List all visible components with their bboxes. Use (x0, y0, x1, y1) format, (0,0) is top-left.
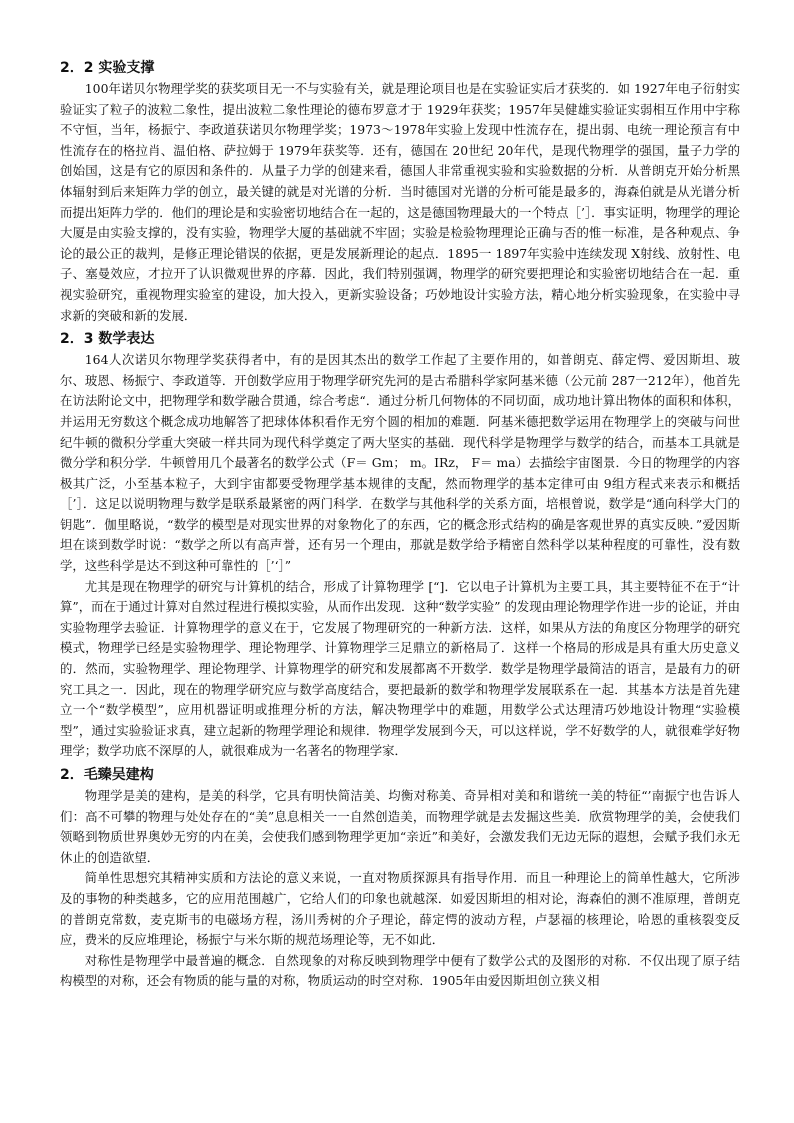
paragraph: 对称性是物理学中最普遍的概念．自然现象的对称反映到物理学中便有了数学公式的及图形的对称．不仅出现了原子结构模型的对称，还会有物质的能与量的对称，物质运动的时空对称．1905年由爱因斯坦创立狭义相 (60, 952, 740, 989)
paragraph: 简单性思想究其精神实质和方法论的意义来说，一直对物质探源具有指导作用．而且一种理论上的简单性越大，它所涉及的事物的种类越多，它的应用范围越广，它给人们的印象也就越深．如爱因斯坦的相对论，海森伯的测不准原理，普朗克的普朗克常数，麦克斯韦的电磁场方程，汤川秀树的介子理论，薛定愕的波动方程，卢瑟福的核理论，哈恩的重核裂变反应，费米的反应堆理论，杨振宁与米尔斯的规范场理论等，无不如此． (60, 870, 740, 948)
paragraph: 100年诺贝尔物理学奖的获奖项目无一不与实验有关，就是理论项目也是在实验证实后才获奖的．如 1927年电子衍射实验证实了粒子的波粒二象性，提出波粒二象性理论的德布罗意才于 1929年获奖；1957年吴健雄实验证实弱相互作用中宇称不守恒，当年，杨振宁、李政道获诺贝尔物理学奖；1973～1978年实验上发现中性流存在，提出弱、电统一理论预言有中性流存在的格拉肖、温伯格、萨拉姆于 1979年获奖等．还有，德国在 20世纪 20年代，是现代物理学的强国，量子力学的创始国，这是有它的原因和条件的．从量子力学的创建来看，德国人非常重视实验和实验数据的分析．从普朗克开始分析黑体辐射到后来矩阵力学的创立，最关键的就是对光谱的分析．当时德国对光谱的分析可能是最多的，海森伯就是从光谱分析而提出矩阵力学的．他们的理论是和实验密切地结合在一起的，这是德国物理最大的一个特点［’］．事实证明，物理学的理论大厦是由实验支撑的，没有实验，物理学大厦的基础就不牢固；实验是检验物理理论正确与否的惟一标准，是各种观点、争论的最公正的裁判，是修正理论错误的依据，更是发展新理论的起点．1895一 1897年实验中连续发现 X射线、放射性、电子、塞曼效应，才拉开了认识微观世界的序幕．因此，我们特别强调，物理学的研究要把理论和实验密切地结合在一起．重视实验研究，重视物理实验室的建设，加大投入，更新实验设备；巧妙地设计实验方法，精心地分析实验现象，在实验中寻求新的突破和新的发展． (60, 81, 740, 323)
paragraph: 物理学是美的建构，是美的科学，它具有明快简洁美、均衡对称美、奇异相对美和和谐统一美的特征“’南振宁也告诉人们：高不可攀的物理与处处存在的“美”息息相关一一自然创造美，而物理学就是去发掘这些美．欣赏物理学的美，会使我们领略到物质世界奥妙无穷的内在美，会使我们感到物理学更加“亲近”和美好，会激发我们无边无际的遐想，会赋予我们永无休止的创造欲望． (60, 788, 740, 865)
paragraph: 164人次诺贝尔物理学奖获得者中，有的是因其杰出的数学工作起了主要作用的，如普朗克、薛定愕、爱因斯坦、玻尔、玻恩、杨振宁、李政道等．开创数学应用于物理学研究先河的是古希腊科学家阿基米德（公元前 287一212年），他首先在访法附论文中，把物理学和数学融合贯通，综合考虑“．通过分析几何物体的不同切面，成功地计算出物体的面积和体积，并运用无穷数这个概念成功地解答了把球体体积看作无穷个圆的相加的难题．阿基米德把数学运用在物理学上的突破与问世纪牛顿的微积分学重大突破一样共同为现代科学奠定了两大坚实的基础．现代科学是物理学与数学的结合，而基本工具就是微分学和积分学．牛顿曾用几个最著名的数学公式（F＝ Gm； m。IRz， F＝ ma）去描绘宇宙图景．今日的物理学的内容极其广泛，小至基本粒子，大到宇宙都要受物理学基本规律的支配，然而物理学的基本定律可由 9组方程式来表示和概括［’］．这足以说明物理与数学是联系最紧密的两门科学．在数学与其他科学的关系方面，培根曾说，数学是“通向科学大门的钥匙”．伽里略说，“数学的模型是对现实世界的对象物化了的东西，它的概念形式结构的确是客观世界的真实反映．”爱因斯坦在谈到数学时说：“数学之所以有高声誉，还有另一个理由，那就是数学给予精密自然科学以某种程度的可靠性，没有数学，这些科学是达不到这种可靠性的［’‘］” (60, 352, 740, 574)
section-heading-beauty: 2．毛臻吴建构 (60, 767, 154, 783)
document-page (60, 55, 740, 992)
section-heading-math: 2．3 数学表达 (60, 331, 155, 348)
paragraph: 尤其是现在物理学的研究与计算机的结合，形成了计算物理学 [“]．它以电子计算机为主要工具，其主要特征不在于“计算”，而在于通过计算对自然过程进行模拟实验，从而作出发现．这种“数学实验” 的发现由理论物理学作进一步的论证，并由实验物理学去验证．计算物理学的意义在于，它发展了物理研究的一种新方法．这样，如果从方法的角度区分物理学的研究模式，物理学已经是实验物理学、理论物理学、计算物理学三足鼎立的新格局了．这样一个格局的形成是具有重大历史意义的．然而，实验物理学、理论物理学、计算物理学的研究和发展都离不开数学．数学是物理学最简洁的语言，是最有力的研究工具之一．因此，现在的物理学研究应与数学高度结合，要把最新的数学和物理学发展联系在一起．其基本方法是首先建立一个“数学模型”，应用机器证明或推理分析的方法，解决物理学中的难题，用数学公式达理清巧妙地设计物理“实验模型”，通过实验验证求真，建立起新的物理学理论和规律．物理学发展到今天，可以这样说，学不好数学的人，就很难学好物理学；数学功底不深厚的人，就很难成为一名著名的物理学家． (60, 578, 740, 759)
section-heading-experiment: 2．2 实验支撑 (60, 60, 155, 76)
